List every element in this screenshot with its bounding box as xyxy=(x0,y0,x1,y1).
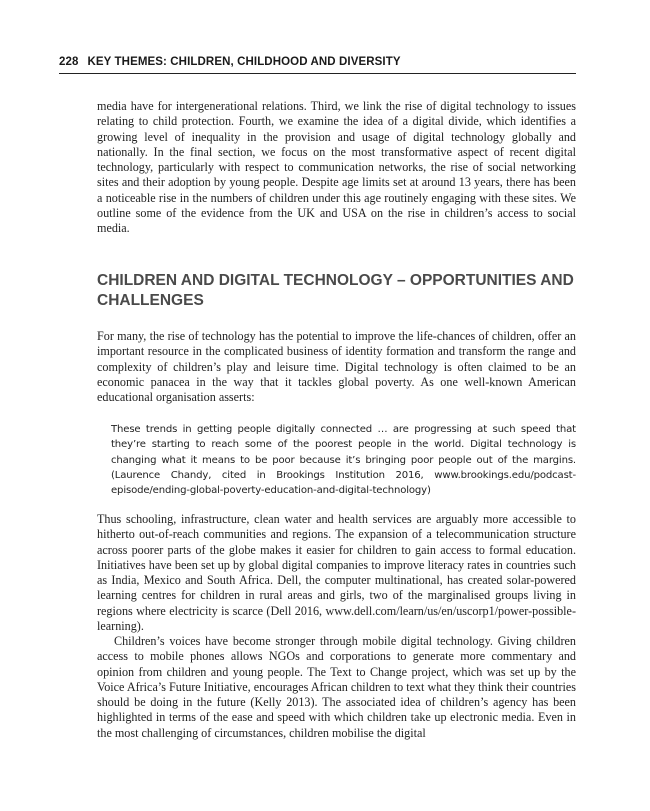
header-rule xyxy=(59,73,576,74)
voices-paragraph: Children’s voices have become stronger through mobile digital technology. Giving children access to mobile phones allows NGOs and corporations to generate more commentary and opinion from children and young people. The Text to Change project, which was set up by the Voice Africa’s Future Initiative, encourages African children to text what they think their countries should be doing in the future (Kelly 2013). The associated idea of children’s agency has been highlighted in terms of the ease and speed with which children take up electronic media. Even in the most challenging of circumstances, children mobilise the digital xyxy=(97,634,576,740)
intro-paragraph: media have for intergenerational relations. Third, we link the rise of digital technology to issues relating to child protection. Fourth, we examine the idea of a digital divide, which identifies a growing level of inequality in the provision and usage of digital technology globally and nationally. In the final section, we focus on the most transformative aspect of recent digital technology, particularly with respect to communication networks, the rise of social networking sites and their adoption by young people. Despite age limits set at around 13 years, there has been a noticeable rise in the numbers of children under this age routinely engaging with these sites. We outline some of the evidence from the UK and USA on the rise in children’s access to social media. xyxy=(97,99,576,236)
block-quote: These trends in getting people digitally connected … are progressing at such speed that they’re starting to reach some of the poorest people in the world. Digital technology is changing what it means to be poor because it’s bringing poor people out of the margins. (Laurence Chandy, cited in Brookings Institution 2016, www.brookings.edu/podcast-episode/ending-global-poverty-education-and-digital-technology) xyxy=(111,424,576,497)
section-heading: CHILDREN AND DIGITAL TECHNOLOGY – OPPORTUNITIES AND CHALLENGES xyxy=(97,272,574,309)
schooling-paragraph: Thus schooling, infrastructure, clean water and health services are arguably more accessible to hitherto out-of-reach communities and regions. The expansion of a telecommunication structure across poorer parts of the globe makes it easier for children to gain access to formal education. Initiatives have been set up by global digital companies to improve literacy rates in countries such as India, Mexico and South Africa. Dell, the computer multinational, has created solar-powered learning centres for children in rural areas and girls, two of the marginalised groups living in regions where electricity is scarce (Dell 2016, www.dell.com/learn/us/en/uscorp1/power-possible-learning). xyxy=(97,512,576,634)
opportunities-paragraph: For many, the rise of technology has the potential to improve the life-chances of children, offer an important resource in the complicated business of identity formation and transform the range and complexity of children’s play and leisure time. Digital technology is often claimed to be an economic panacea in the way that it tackles global poverty. As one well-known American educational organisation asserts: xyxy=(97,329,576,405)
running-head xyxy=(59,55,576,69)
page-number: 228 xyxy=(59,56,79,68)
running-head-title: KEY THEMES: CHILDREN, CHILDHOOD AND DIVERSITY xyxy=(87,56,401,68)
